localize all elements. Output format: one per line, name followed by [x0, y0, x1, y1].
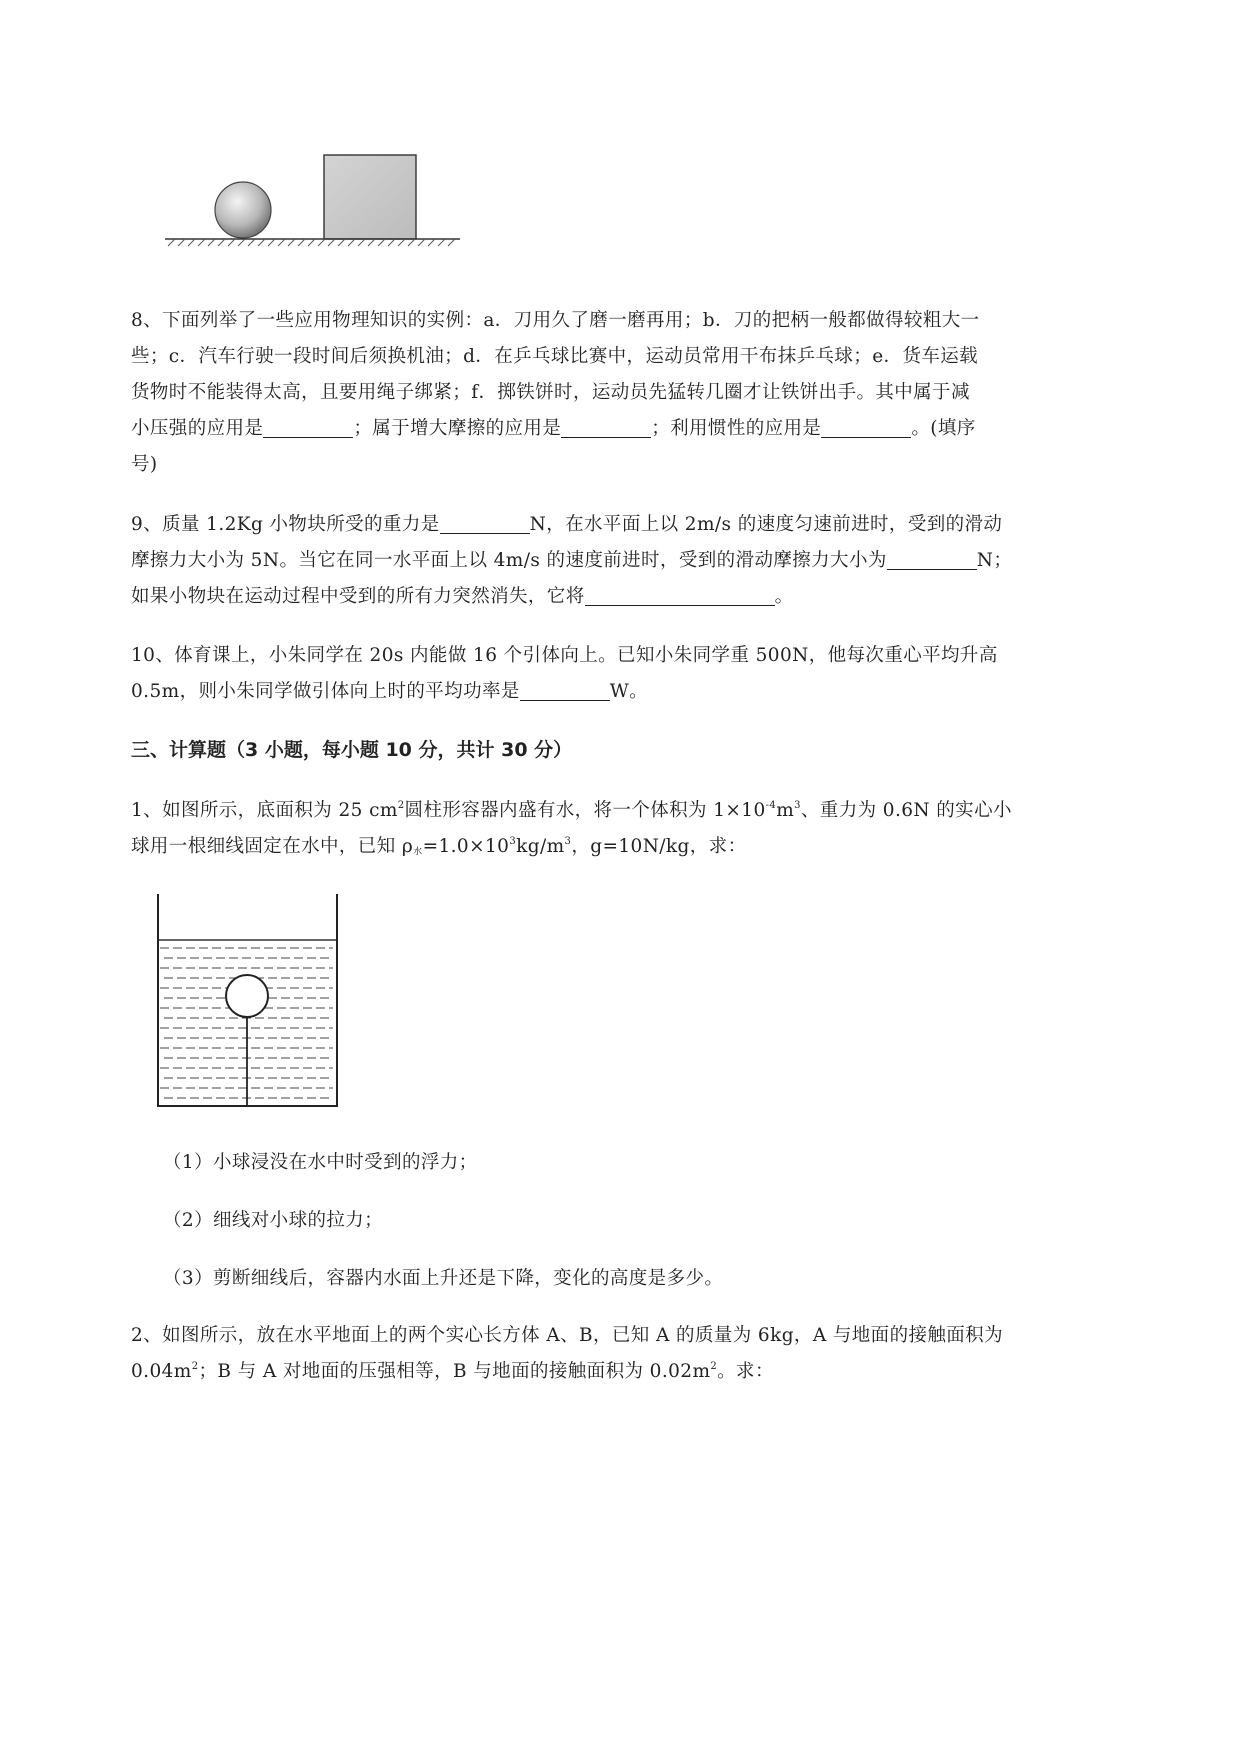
question-10: [131, 638, 1043, 710]
question-9: [131, 507, 1043, 615]
answer-blank[interactable]: [440, 513, 530, 534]
sub-question-3: （3）剪断细线后，容器内水面上升还是下降，变化的高度是多少。: [163, 1268, 724, 1289]
container-figure: [150, 892, 345, 1112]
c2-line-1: 2、如图所示，放在水平地面上的两个实心长方体 A、B，已知 A 的质量为 6kg，A 与地面的接触面积为: [131, 1325, 1003, 1346]
q9-line-1: 9、质量 1.2Kg 小物块所受的重力是 N，在水平面上以 2m/s 的速度匀速前进时，受到的滑动: [131, 514, 1003, 535]
c2-line-2: $0.04m^2$；B 与 A 对地面的压强相等，B 与地面的接触面积为 $0.02m^2$。求：: [131, 1361, 774, 1382]
q8-line-4: 小压强的应用是 ；属于增大摩擦的应用是 ；利用惯性的应用是 。(填序: [131, 418, 976, 439]
ball-shape: [215, 182, 271, 238]
c1-line-1: 1、如图所示，底面积为 25 $cm^2$圆柱形容器内盛有水，将一个体积为 $1\times 10^{-4}m^3$、重力为 0.6N 的实心小: [131, 800, 1012, 821]
q8-line-2: 些；c．汽车行驶一段时间后须换机油；d．在乒乓球比赛中，运动员常用干布抹乒乓球；e．货车运载: [131, 346, 979, 367]
q10-line-1: 10、体育课上，小朱同学在 20s 内能做 16 个引体向上。已知小朱同学重 500N，他每次重心平均升高: [131, 645, 998, 666]
sub-question-1: （1）小球浸没在水中时受到的浮力；: [163, 1152, 478, 1173]
q9-line-3: 如果小物块在运动过程中受到的所有力突然消失，它将 。: [131, 586, 794, 607]
calculation-2: [131, 1318, 1043, 1390]
answer-blank[interactable]: [887, 549, 977, 570]
q8-line-5: 号): [131, 454, 158, 475]
q8-line-1: 8、下面列举了一些应用物理知识的实例：a．刀用久了磨一磨再用；b．刀的把柄一般都做得较粗大一: [131, 310, 980, 331]
section-heading: 三、计算题（3 小题，每小题 10 分，共计 30 分）: [131, 739, 573, 761]
ball-and-block-figure: [160, 150, 470, 275]
answer-blank[interactable]: [263, 417, 353, 438]
answer-blank[interactable]: [520, 680, 610, 701]
c1-line-2: 球用一根细线固定在水中，已知 $\rho_水=1.0\times 10^3kg/m^3$，g=10N/kg，求：: [131, 836, 747, 857]
q8-line-3: 货物时不能装得太高，且要用绳子绑紧；f．掷铁饼时，运动员先猛转几圈才让铁饼出手。其中属于减: [131, 382, 970, 403]
answer-blank[interactable]: [821, 417, 911, 438]
answer-blank[interactable]: [561, 417, 651, 438]
answer-blank[interactable]: [585, 585, 775, 606]
question-8: [131, 303, 1043, 483]
q10-line-2: 0.5m，则小朱同学做引体向上时的平均功率是 W。: [131, 681, 649, 702]
q9-line-2: 摩擦力大小为 5N。当它在同一水平面上以 4m/s 的速度前进时，受到的滑动摩擦力大小为 N；: [131, 550, 1013, 571]
calculation-1: [131, 793, 1043, 865]
ball-shape: [226, 975, 268, 1017]
block-shape: [324, 155, 416, 239]
sub-question-2: （2）细线对小球的拉力；: [163, 1210, 384, 1231]
